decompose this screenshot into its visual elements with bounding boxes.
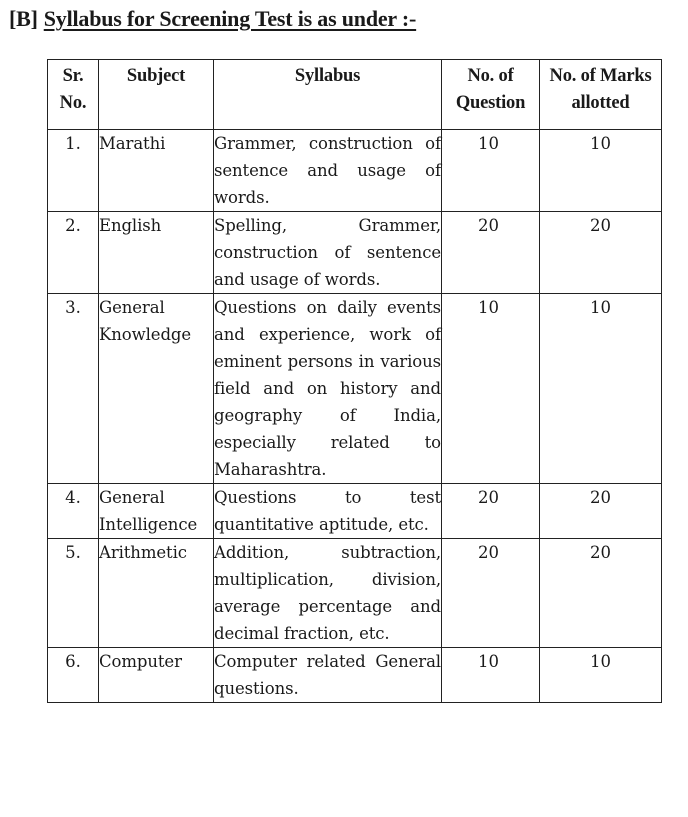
table-row (48, 212, 662, 294)
syllabus-cell: Grammer, construction of sentence and usage of words. (214, 130, 442, 212)
sr-no-cell: 6. (48, 648, 99, 703)
header-sr-no: Sr. No. (48, 60, 99, 130)
question-count-cell: 10 (442, 648, 540, 703)
question-count-cell: 20 (442, 539, 540, 648)
subject-cell: General Knowledge (99, 294, 214, 484)
syllabus-cell: Computer related General questions. (214, 648, 442, 703)
section-title: Syllabus for Screening Test is as under :- (43, 6, 417, 31)
marks-cell: 10 (540, 648, 662, 703)
header-syllabus: Syllabus (214, 60, 442, 130)
table-row (48, 294, 662, 484)
header-marks-allotted: No. of Marks allotted (540, 60, 662, 130)
subject-cell: Marathi (99, 130, 214, 212)
syllabus-cell: Spelling, Grammer, construction of sentence and usage of words. (214, 212, 442, 294)
sr-no-cell: 4. (48, 484, 99, 539)
subject-cell: Arithmetic (99, 539, 214, 648)
subject-cell: English (99, 212, 214, 294)
section-heading (9, 6, 416, 32)
header-subject: Subject (99, 60, 214, 130)
syllabus-cell: Questions to test quantitative aptitude, etc. (214, 484, 442, 539)
section-label: [B] (9, 6, 38, 31)
marks-cell: 20 (540, 484, 662, 539)
sr-no-cell: 3. (48, 294, 99, 484)
marks-cell: 20 (540, 539, 662, 648)
syllabus-table (47, 59, 662, 703)
question-count-cell: 20 (442, 212, 540, 294)
question-count-cell: 20 (442, 484, 540, 539)
table-row (48, 539, 662, 648)
marks-cell: 10 (540, 294, 662, 484)
sr-no-cell: 5. (48, 539, 99, 648)
question-count-cell: 10 (442, 294, 540, 484)
table-header-row (48, 60, 662, 130)
header-no-of-question: No. of Question (442, 60, 540, 130)
subject-cell: Computer (99, 648, 214, 703)
question-count-cell: 10 (442, 130, 540, 212)
marks-cell: 10 (540, 130, 662, 212)
subject-cell: General Intelligence (99, 484, 214, 539)
table-row (48, 130, 662, 212)
sr-no-cell: 2. (48, 212, 99, 294)
syllabus-cell: Questions on daily events and experience, work of eminent persons in various field and on history and geography of India, especially related to Maharashtra. (214, 294, 442, 484)
table-row (48, 484, 662, 539)
marks-cell: 20 (540, 212, 662, 294)
syllabus-cell: Addition, subtraction, multiplication, division, average percentage and decimal fraction, etc. (214, 539, 442, 648)
table-row (48, 648, 662, 703)
sr-no-cell: 1. (48, 130, 99, 212)
